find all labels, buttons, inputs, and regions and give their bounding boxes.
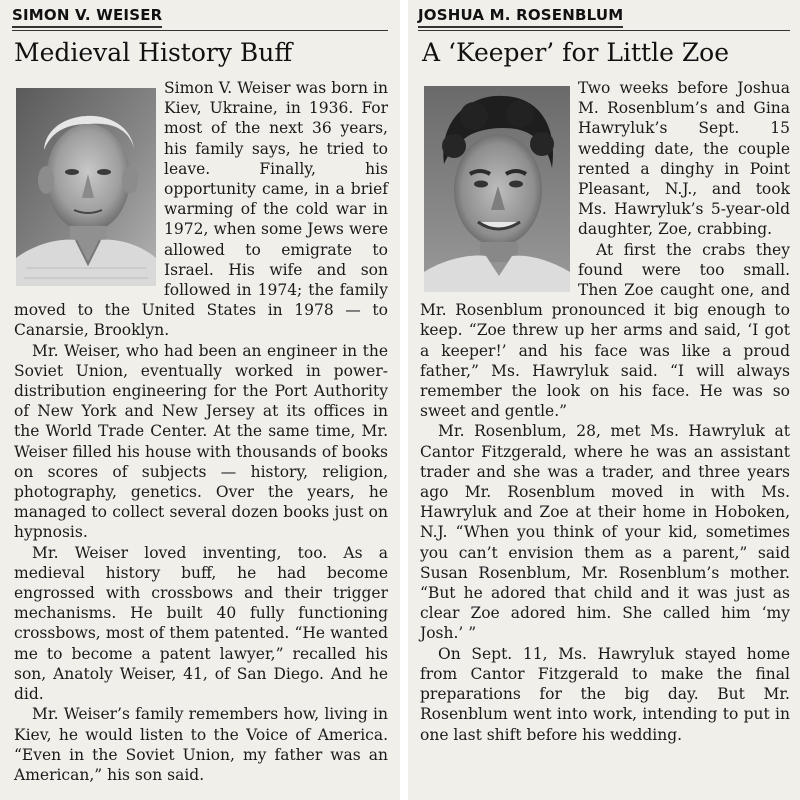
left-photo-spacer bbox=[14, 78, 164, 284]
right-header-rule bbox=[418, 30, 790, 31]
right-paragraph-4: On Sept. 11, Ms. Hawryluk stayed home from Cantor Fitzgerald to make the final preparations for the big day. But Mr. Rosenblum went into work, intending to put in one last shift before his wedding. bbox=[420, 644, 790, 744]
left-article-body bbox=[14, 78, 388, 785]
right-paragraph-1: Two weeks before Joshua M. Rosenblum’s and Gina Hawryluk’s Sept. 15 wedding date, the couple rented a dinghy in Point Pleasant, N.J., and took Ms. Hawryluk’s 5-year-old daughter, Zoe, crabbing. bbox=[578, 79, 790, 239]
right-paragraph-2: At first the crabs they found were too small. Then Zoe caught one, and Mr. Rosenblum pronounced it big enough to keep. “Zoe threw up her arms and said, ‘I got a keeper!’ and his face was like a proud father,” Ms. Hawryluk said. “I will always remember the look on his face. He was so sweet and gentle.” bbox=[420, 240, 790, 421]
left-paragraph-1: Simon V. Weiser was born in Kiev, Ukraine, in 1936. For most of the next 36 years, his family says, he tried to leave. Finally, his opportunity came, in a brief warming of the cold war in 1972, when some Jews were allowed to emigrate to Israel. His wife and son followed in 1974; the family moved to the United States in 1978 — to Canarsie, Brooklyn. bbox=[14, 79, 388, 340]
left-headline: Medieval History Buff bbox=[14, 38, 293, 67]
right-paragraph-3: Mr. Rosenblum, 28, met Ms. Hawryluk at Cantor Fitzgerald, where he was an assistant trader and she was a trader, and three years ago Mr. Rosenblum moved in with Ms. Hawryluk and Zoe at their home in Hoboken, N.J. “When you think of your kid, sometimes you can’t envision them as a parent,” said Susan Rosenblum, Mr. Rosenblum’s mother. “But he adored that child and it was just as clear Zoe adored him. She called him ‘my Josh.’ ” bbox=[420, 422, 790, 643]
column-gutter bbox=[400, 0, 408, 800]
right-photo-spacer bbox=[420, 78, 578, 288]
left-paragraph-4: Mr. Weiser’s family remembers how, living in Kiev, he would listen to the Voice of America. “Even in the Soviet Union, my father was an American,” his son said. bbox=[14, 705, 388, 784]
right-obituary-column bbox=[408, 0, 800, 800]
left-header-rule bbox=[12, 30, 388, 31]
right-headline: A ‘Keeper’ for Little Zoe bbox=[422, 38, 730, 67]
left-name-header: SIMON V. WEISER bbox=[12, 6, 162, 28]
right-article-body bbox=[420, 78, 790, 745]
right-name-header: JOSHUA M. ROSENBLUM bbox=[418, 6, 623, 28]
left-paragraph-2: Mr. Weiser, who had been an engineer in the Soviet Union, eventually worked in power-distribution engineering for the Port Authority of New York and New Jersey at its offices in the World Trade Center. At the same time, Mr. Weiser filled his house with thousands of books on scores of subjects — history, religion, photography, genetics. Over the years, he managed to collect several dozen books just on hypnosis. bbox=[14, 341, 388, 542]
left-paragraph-3: Mr. Weiser loved inventing, too. As a medieval history buff, he had become engrossed with crossbows and their trigger mechanisms. He built 40 fully functioning crossbows, most of them patented. “He wanted me to become a patent lawyer,” recalled his son, Anatoly Weiser, 41, of San Diego. And he did. bbox=[14, 543, 388, 704]
